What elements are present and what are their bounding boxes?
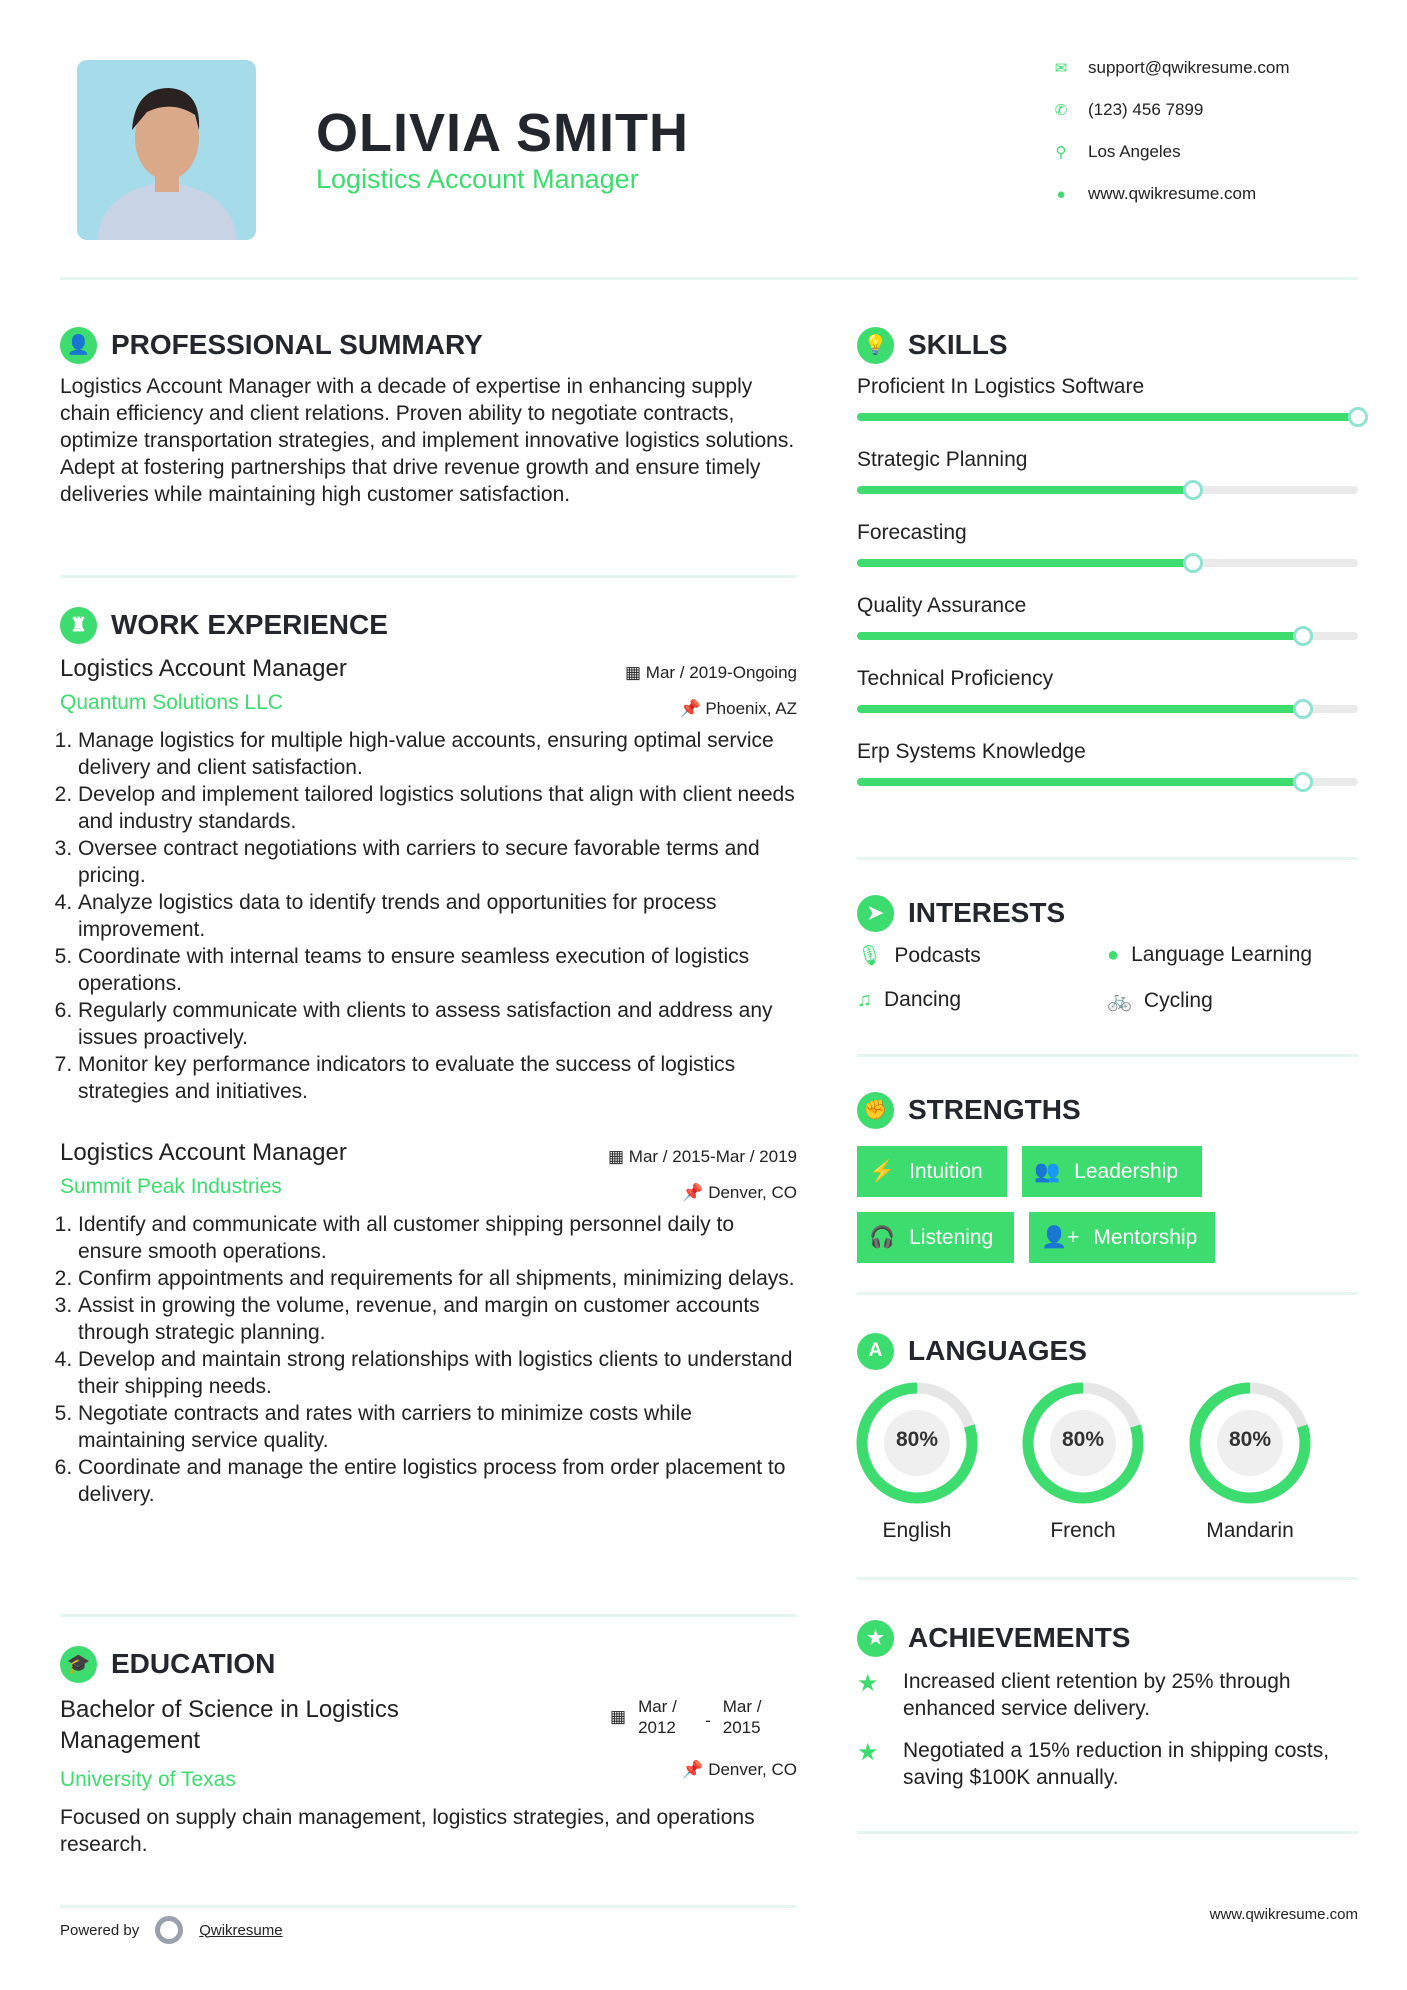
education-location <box>682 1760 797 1780</box>
pin-icon: 📌 <box>682 1760 709 1779</box>
skill-bar-fill <box>857 778 1303 786</box>
skill-bar <box>857 632 1358 640</box>
achievement-item <box>857 1668 1337 1722</box>
skill-label: Strategic Planning <box>857 448 1028 471</box>
strength-label: Mentorship <box>1093 1225 1198 1249</box>
language-percent: 80% <box>1228 1428 1272 1451</box>
language-label: French <box>1050 1519 1116 1542</box>
contact-text: support@qwikresume.com <box>1088 58 1290 77</box>
calendar-icon: ▦ <box>610 1707 627 1726</box>
skill-item <box>857 448 1358 494</box>
skill-bar-knob <box>1293 772 1313 792</box>
job-entry <box>60 1139 797 1508</box>
skill-item <box>857 667 1358 713</box>
strength-badge <box>1029 1212 1215 1263</box>
language-item <box>855 1381 979 1542</box>
skill-label: Forecasting <box>857 521 967 544</box>
star-icon: ★ <box>857 1670 879 1697</box>
header-divider <box>60 277 1358 280</box>
interest-label: Podcasts <box>894 943 981 967</box>
dates-text: Mar / 2019-Ongoing <box>645 663 797 682</box>
job-title: Logistics Account Manager <box>60 655 347 682</box>
section-heading: STRENGTHS <box>908 1094 1081 1125</box>
graduation-icon: 🎓 <box>60 1646 97 1683</box>
job-dates <box>625 663 797 683</box>
list-item: 6. Regularly communicate with clients to assess satisfaction and address any issues proactively. <box>78 997 797 1051</box>
interest-item <box>1107 943 1312 967</box>
pin-icon: 📌 <box>682 1183 709 1202</box>
strength-label: Leadership <box>1074 1159 1179 1183</box>
headphones-icon: 🎧 <box>869 1225 896 1249</box>
list-item: 3. Oversee contract negotiations with carriers to secure favorable terms and pricing. <box>78 835 797 889</box>
location-text: Phoenix, AZ <box>705 699 797 718</box>
footer-url[interactable]: www.qwikresume.com <box>1209 1906 1358 1923</box>
briefcase-icon: ♜ <box>60 607 97 644</box>
section-heading: EDUCATION <box>111 1648 276 1679</box>
profile-photo <box>77 60 256 240</box>
company-name: Quantum Solutions LLC <box>60 691 283 714</box>
skill-label: Erp Systems Knowledge <box>857 740 1086 763</box>
footer-powered <box>60 1916 283 1944</box>
language-label: English <box>882 1519 952 1542</box>
skill-bar-knob <box>1183 553 1203 573</box>
skill-bar <box>857 559 1358 567</box>
skill-bar-fill <box>857 486 1193 494</box>
skill-bar-knob <box>1183 480 1203 500</box>
job-title: Logistics Account Manager <box>60 1139 347 1166</box>
strength-badge <box>1022 1146 1202 1197</box>
skill-item <box>857 375 1358 421</box>
section-heading: SKILLS <box>908 329 1008 360</box>
candidate-name: OLIVIA SMITH <box>316 103 689 163</box>
calendar-icon: ▦ <box>625 663 646 682</box>
language-percent: 80% <box>895 1428 939 1451</box>
candidate-title: Logistics Account Manager <box>316 164 639 194</box>
job-bullets <box>60 1211 797 1508</box>
translate-icon: A <box>857 1333 894 1370</box>
list-item: 6. Coordinate and manage the entire logistics process from order placement to delivery. <box>78 1454 797 1508</box>
skill-label: Technical Proficiency <box>857 667 1054 690</box>
job-dates <box>608 1147 797 1167</box>
section-heading: PROFESSIONAL SUMMARY <box>111 329 483 360</box>
section-heading: LANGUAGES <box>908 1335 1087 1366</box>
list-item: 2. Develop and implement tailored logistics solutions that align with client needs and industry standards. <box>78 781 797 835</box>
achievement-text: Increased client retention by 25% through enhanced service delivery. <box>903 1670 1291 1720</box>
divider <box>60 575 797 578</box>
achievement-item <box>857 1737 1337 1791</box>
education-description: Focused on supply chain management, logistics strategies, and operations research. <box>60 1806 755 1856</box>
bicycle-icon: 🚲 <box>1107 990 1132 1012</box>
skills-section <box>857 325 1358 786</box>
interest-label: Cycling <box>1143 988 1213 1012</box>
strengths-section <box>857 1090 1358 1290</box>
interest-label: Dancing <box>884 988 962 1011</box>
skill-label: Quality Assurance <box>857 594 1027 617</box>
list-item: 7. Monitor key performance indicators to evaluate the success of logistics strategies and initiatives. <box>78 1051 797 1105</box>
list-item: 4. Develop and maintain strong relationships with logistics clients to understand their shipping needs. <box>78 1346 797 1400</box>
achievement-text: Negotiated a 15% reduction in shipping costs, saving $100K annually. <box>903 1739 1330 1789</box>
fist-icon: ✊ <box>857 1092 894 1129</box>
qwikresume-logo-icon <box>155 1916 183 1944</box>
skill-item <box>857 594 1358 640</box>
map-marker-icon: ⚲ <box>1055 144 1067 161</box>
pin-icon: 📌 <box>679 699 706 718</box>
strength-label: Listening <box>909 1225 994 1249</box>
job-entry <box>60 655 797 1105</box>
skill-bar-fill <box>857 559 1193 567</box>
user-icon: 👤 <box>60 327 97 364</box>
company-name: Summit Peak Industries <box>60 1175 282 1198</box>
contact-text: www.qwikresume.com <box>1088 184 1257 203</box>
skill-bar-fill <box>857 632 1303 640</box>
interests-section <box>857 893 1358 1023</box>
strength-badge <box>857 1212 1014 1263</box>
calendar-icon: ▦ <box>608 1147 629 1166</box>
divider <box>60 1905 797 1908</box>
skill-bar-fill <box>857 413 1358 421</box>
list-item: 4. Analyze logistics data to identify trends and opportunities for process improvement. <box>78 889 797 943</box>
contact-location <box>1052 142 1181 162</box>
microphone-icon: 🎙 <box>857 945 883 967</box>
language-percent: 80% <box>1061 1428 1105 1451</box>
globe-icon: ● <box>1107 943 1120 966</box>
end-date: Mar / 2015 <box>722 1697 762 1737</box>
skill-bar <box>857 705 1358 713</box>
summary-text: Logistics Account Manager with a decade of expertise in enhancing supply chain efficiency and client relations. Proven ability to negotiate contracts, optimize transportation strategies, and implement innovative logistics solutions. Adept at fostering partnerships that drive revenue growth and ensure timely deliveries while maintaining high customer satisfaction. <box>60 375 795 506</box>
skill-bar <box>857 413 1358 421</box>
skill-bar-knob <box>1348 407 1368 427</box>
divider <box>857 1054 1358 1057</box>
powered-by-text: Powered by <box>60 1921 140 1939</box>
skill-bar-knob <box>1293 626 1313 646</box>
section-heading: INTERESTS <box>908 897 1066 928</box>
education-section <box>60 1644 797 1858</box>
divider <box>60 1614 797 1617</box>
interest-item <box>1107 988 1213 1013</box>
achievements-section <box>857 1618 1358 1818</box>
dates-text: Mar / 2015-Mar / 2019 <box>628 1147 797 1166</box>
brand-link[interactable]: Qwikresume <box>199 1921 283 1939</box>
contact-text: Los Angeles <box>1088 142 1181 161</box>
divider <box>857 1577 1358 1580</box>
contact-phone[interactable] <box>1052 100 1203 120</box>
phone-icon: ✆ <box>1054 102 1068 119</box>
divider <box>857 1292 1358 1295</box>
degree: Bachelor of Science in Logistics Management <box>60 1696 399 1754</box>
list-item: 1. Manage logistics for multiple high-value accounts, ensuring optimal service delivery and client satisfaction. <box>78 727 797 781</box>
skill-bar-knob <box>1293 699 1313 719</box>
contact-text: (123) 456 7899 <box>1088 100 1204 119</box>
users-icon: 👥 <box>1034 1159 1061 1183</box>
divider <box>857 1831 1358 1834</box>
location-text: Denver, CO <box>708 1183 797 1202</box>
divider <box>857 857 1358 860</box>
list-item: 5. Negotiate contracts and rates with carriers to minimize costs while maintaining service quality. <box>78 1400 797 1454</box>
professional-summary-section <box>60 325 797 508</box>
skill-label: Proficient In Logistics Software <box>857 375 1145 398</box>
language-item <box>1021 1381 1145 1542</box>
section-heading: ACHIEVEMENTS <box>908 1622 1131 1653</box>
list-item: 2. Confirm appointments and requirements for all shipments, minimizing delays. <box>78 1265 797 1292</box>
envelope-icon: ✉ <box>1054 60 1068 77</box>
job-bullets <box>60 727 797 1105</box>
school-name: University of Texas <box>60 1768 236 1791</box>
star-icon: ★ <box>857 1620 894 1657</box>
location-text: Denver, CO <box>708 1760 797 1779</box>
strength-badge <box>857 1146 1007 1197</box>
languages-section <box>857 1331 1358 1561</box>
list-item: 3. Assist in growing the volume, revenue, and margin on customer accounts through strategic planning. <box>78 1292 797 1346</box>
start-date: Mar / 2012 <box>638 1697 677 1737</box>
strength-label: Intuition <box>909 1159 983 1183</box>
interest-item <box>857 988 961 1012</box>
work-experience-section <box>60 605 797 1508</box>
globe-icon: ● <box>1056 185 1066 203</box>
contact-email[interactable] <box>1052 58 1290 78</box>
music-icon: ♫ <box>857 988 872 1011</box>
skill-bar-fill <box>857 705 1303 713</box>
list-item: 1. Identify and communicate with all customer shipping personnel daily to ensure smooth operations. <box>78 1211 797 1265</box>
date-separator: - <box>705 1711 711 1730</box>
skill-item <box>857 521 1358 567</box>
interest-item <box>857 943 981 968</box>
skill-bar <box>857 778 1358 786</box>
magic-wand-icon: ⚡ <box>869 1159 896 1183</box>
education-dates <box>610 1696 778 1738</box>
contact-website[interactable] <box>1052 184 1256 204</box>
interest-label: Language Learning <box>1131 943 1313 966</box>
skill-bar <box>857 486 1358 494</box>
section-heading: WORK EXPERIENCE <box>111 609 388 640</box>
job-location <box>679 699 797 719</box>
language-item <box>1188 1381 1312 1542</box>
list-item: 5. Coordinate with internal teams to ensure seamless execution of logistics operations. <box>78 943 797 997</box>
job-location <box>682 1183 797 1203</box>
star-icon: ★ <box>857 1739 879 1766</box>
paper-plane-icon: ➤ <box>857 895 894 932</box>
lightbulb-icon: 💡 <box>857 327 894 364</box>
user-plus-icon: 👤+ <box>1041 1225 1080 1249</box>
skill-item <box>857 740 1358 786</box>
language-label: Mandarin <box>1206 1519 1294 1542</box>
